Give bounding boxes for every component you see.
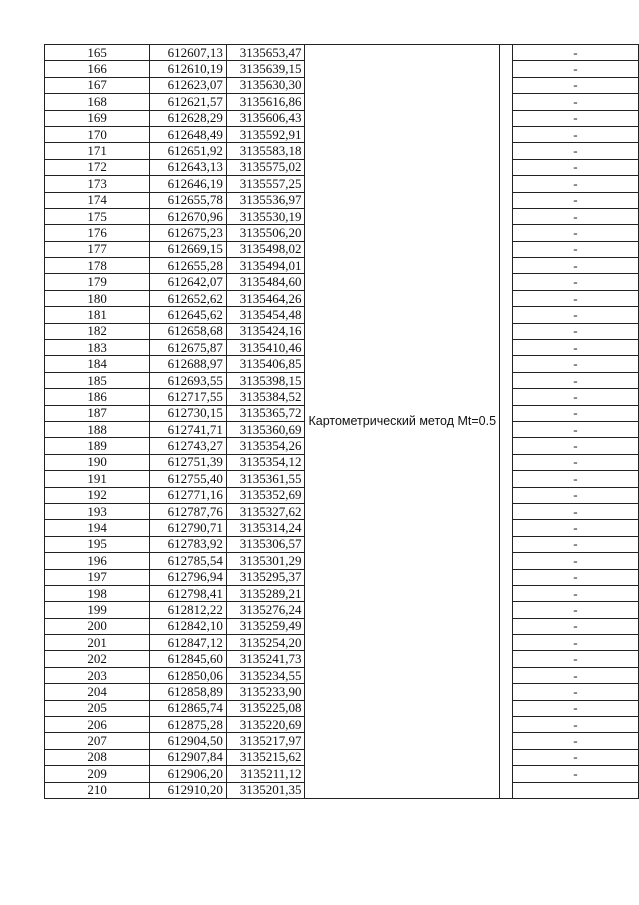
y-coordinate-cell: 3135225,08 xyxy=(226,700,305,716)
note-cell: - xyxy=(512,520,638,536)
point-number-cell: 183 xyxy=(45,340,150,356)
y-coordinate-cell: 3135201,35 xyxy=(226,782,305,798)
note-cell: - xyxy=(512,503,638,519)
y-coordinate-cell: 3135498,02 xyxy=(226,241,305,257)
point-number-cell: 173 xyxy=(45,176,150,192)
point-number-cell: 210 xyxy=(45,782,150,798)
x-coordinate-cell: 612645,62 xyxy=(150,307,227,323)
x-coordinate-cell: 612787,76 xyxy=(150,503,227,519)
y-coordinate-cell: 3135306,57 xyxy=(226,536,305,552)
note-cell: - xyxy=(512,471,638,487)
x-coordinate-cell: 612910,20 xyxy=(150,782,227,798)
note-cell: - xyxy=(512,94,638,110)
note-cell: - xyxy=(512,61,638,77)
x-coordinate-cell: 612907,84 xyxy=(150,749,227,765)
y-coordinate-cell: 3135361,55 xyxy=(226,471,305,487)
point-number-cell: 194 xyxy=(45,520,150,536)
x-coordinate-cell: 612850,06 xyxy=(150,667,227,683)
y-coordinate-cell: 3135254,20 xyxy=(226,635,305,651)
x-coordinate-cell: 612675,87 xyxy=(150,340,227,356)
point-number-cell: 209 xyxy=(45,766,150,782)
x-coordinate-cell: 612717,55 xyxy=(150,389,227,405)
note-cell: - xyxy=(512,684,638,700)
note-cell: - xyxy=(512,372,638,388)
point-number-cell: 179 xyxy=(45,274,150,290)
point-number-cell: 191 xyxy=(45,471,150,487)
coordinates-table xyxy=(44,44,639,799)
point-number-cell: 205 xyxy=(45,700,150,716)
point-number-cell: 187 xyxy=(45,405,150,421)
x-coordinate-cell: 612785,54 xyxy=(150,553,227,569)
note-cell: - xyxy=(512,717,638,733)
point-number-cell: 199 xyxy=(45,602,150,618)
point-number-cell: 171 xyxy=(45,143,150,159)
point-number-cell: 172 xyxy=(45,159,150,175)
column-gap xyxy=(500,45,513,799)
x-coordinate-cell: 612842,10 xyxy=(150,618,227,634)
y-coordinate-cell: 3135536,97 xyxy=(226,192,305,208)
note-cell: - xyxy=(512,651,638,667)
point-number-cell: 207 xyxy=(45,733,150,749)
note-cell: - xyxy=(512,208,638,224)
x-coordinate-cell: 612858,89 xyxy=(150,684,227,700)
note-cell: - xyxy=(512,356,638,372)
x-coordinate-cell: 612847,12 xyxy=(150,635,227,651)
x-coordinate-cell: 612730,15 xyxy=(150,405,227,421)
note-cell: - xyxy=(512,110,638,126)
note-cell: - xyxy=(512,126,638,142)
y-coordinate-cell: 3135557,25 xyxy=(226,176,305,192)
note-cell: - xyxy=(512,176,638,192)
y-coordinate-cell: 3135639,15 xyxy=(226,61,305,77)
note-cell: - xyxy=(512,45,638,61)
point-number-cell: 201 xyxy=(45,635,150,651)
x-coordinate-cell: 612688,97 xyxy=(150,356,227,372)
note-cell: - xyxy=(512,487,638,503)
note-cell: - xyxy=(512,438,638,454)
y-coordinate-cell: 3135295,37 xyxy=(226,569,305,585)
point-number-cell: 165 xyxy=(45,45,150,61)
y-coordinate-cell: 3135301,29 xyxy=(226,553,305,569)
point-number-cell: 167 xyxy=(45,77,150,93)
y-coordinate-cell: 3135630,30 xyxy=(226,77,305,93)
note-cell: - xyxy=(512,389,638,405)
x-coordinate-cell: 612790,71 xyxy=(150,520,227,536)
x-coordinate-cell: 612642,07 xyxy=(150,274,227,290)
point-number-cell: 202 xyxy=(45,651,150,667)
x-coordinate-cell: 612693,55 xyxy=(150,372,227,388)
point-number-cell: 186 xyxy=(45,389,150,405)
y-coordinate-cell: 3135410,46 xyxy=(226,340,305,356)
x-coordinate-cell: 612669,15 xyxy=(150,241,227,257)
y-coordinate-cell: 3135215,62 xyxy=(226,749,305,765)
y-coordinate-cell: 3135575,02 xyxy=(226,159,305,175)
y-coordinate-cell: 3135314,24 xyxy=(226,520,305,536)
x-coordinate-cell: 612845,60 xyxy=(150,651,227,667)
point-number-cell: 166 xyxy=(45,61,150,77)
y-coordinate-cell: 3135653,47 xyxy=(226,45,305,61)
note-cell: - xyxy=(512,766,638,782)
note-cell xyxy=(512,782,638,798)
y-coordinate-cell: 3135354,12 xyxy=(226,454,305,470)
y-coordinate-cell: 3135616,86 xyxy=(226,94,305,110)
x-coordinate-cell: 612651,92 xyxy=(150,143,227,159)
point-number-cell: 170 xyxy=(45,126,150,142)
point-number-cell: 198 xyxy=(45,585,150,601)
note-cell: - xyxy=(512,421,638,437)
y-coordinate-cell: 3135352,69 xyxy=(226,487,305,503)
note-cell: - xyxy=(512,602,638,618)
point-number-cell: 181 xyxy=(45,307,150,323)
note-cell: - xyxy=(512,569,638,585)
point-number-cell: 206 xyxy=(45,717,150,733)
y-coordinate-cell: 3135398,15 xyxy=(226,372,305,388)
note-cell: - xyxy=(512,241,638,257)
point-number-cell: 195 xyxy=(45,536,150,552)
point-number-cell: 192 xyxy=(45,487,150,503)
x-coordinate-cell: 612648,49 xyxy=(150,126,227,142)
note-cell: - xyxy=(512,192,638,208)
y-coordinate-cell: 3135506,20 xyxy=(226,225,305,241)
x-coordinate-cell: 612670,96 xyxy=(150,208,227,224)
x-coordinate-cell: 612812,22 xyxy=(150,602,227,618)
y-coordinate-cell: 3135592,91 xyxy=(226,126,305,142)
point-number-cell: 188 xyxy=(45,421,150,437)
point-number-cell: 196 xyxy=(45,553,150,569)
table-row xyxy=(45,45,639,61)
note-cell: - xyxy=(512,635,638,651)
y-coordinate-cell: 3135233,90 xyxy=(226,684,305,700)
y-coordinate-cell: 3135365,72 xyxy=(226,405,305,421)
y-coordinate-cell: 3135241,73 xyxy=(226,651,305,667)
x-coordinate-cell: 612875,28 xyxy=(150,717,227,733)
point-number-cell: 208 xyxy=(45,749,150,765)
y-coordinate-cell: 3135583,18 xyxy=(226,143,305,159)
point-number-cell: 169 xyxy=(45,110,150,126)
x-coordinate-cell: 612798,41 xyxy=(150,585,227,601)
x-coordinate-cell: 612865,74 xyxy=(150,700,227,716)
x-coordinate-cell: 612796,94 xyxy=(150,569,227,585)
point-number-cell: 178 xyxy=(45,258,150,274)
point-number-cell: 175 xyxy=(45,208,150,224)
x-coordinate-cell: 612628,29 xyxy=(150,110,227,126)
note-cell: - xyxy=(512,290,638,306)
note-cell: - xyxy=(512,274,638,290)
x-coordinate-cell: 612755,40 xyxy=(150,471,227,487)
note-cell: - xyxy=(512,700,638,716)
note-cell: - xyxy=(512,307,638,323)
note-cell: - xyxy=(512,159,638,175)
y-coordinate-cell: 3135530,19 xyxy=(226,208,305,224)
x-coordinate-cell: 612741,71 xyxy=(150,421,227,437)
y-coordinate-cell: 3135454,48 xyxy=(226,307,305,323)
y-coordinate-cell: 3135211,12 xyxy=(226,766,305,782)
y-coordinate-cell: 3135289,21 xyxy=(226,585,305,601)
y-coordinate-cell: 3135276,24 xyxy=(226,602,305,618)
x-coordinate-cell: 612621,57 xyxy=(150,94,227,110)
point-number-cell: 177 xyxy=(45,241,150,257)
x-coordinate-cell: 612655,28 xyxy=(150,258,227,274)
x-coordinate-cell: 612743,27 xyxy=(150,438,227,454)
point-number-cell: 197 xyxy=(45,569,150,585)
y-coordinate-cell: 3135484,60 xyxy=(226,274,305,290)
y-coordinate-cell: 3135464,26 xyxy=(226,290,305,306)
x-coordinate-cell: 612751,39 xyxy=(150,454,227,470)
x-coordinate-cell: 612906,20 xyxy=(150,766,227,782)
x-coordinate-cell: 612646,19 xyxy=(150,176,227,192)
note-cell: - xyxy=(512,749,638,765)
y-coordinate-cell: 3135327,62 xyxy=(226,503,305,519)
x-coordinate-cell: 612610,19 xyxy=(150,61,227,77)
note-cell: - xyxy=(512,323,638,339)
x-coordinate-cell: 612655,78 xyxy=(150,192,227,208)
note-cell: - xyxy=(512,340,638,356)
note-cell: - xyxy=(512,733,638,749)
y-coordinate-cell: 3135259,49 xyxy=(226,618,305,634)
note-cell: - xyxy=(512,77,638,93)
point-number-cell: 174 xyxy=(45,192,150,208)
y-coordinate-cell: 3135354,26 xyxy=(226,438,305,454)
x-coordinate-cell: 612652,62 xyxy=(150,290,227,306)
point-number-cell: 176 xyxy=(45,225,150,241)
x-coordinate-cell: 612658,68 xyxy=(150,323,227,339)
note-cell: - xyxy=(512,454,638,470)
x-coordinate-cell: 612643,13 xyxy=(150,159,227,175)
y-coordinate-cell: 3135606,43 xyxy=(226,110,305,126)
note-cell: - xyxy=(512,618,638,634)
point-number-cell: 200 xyxy=(45,618,150,634)
y-coordinate-cell: 3135406,85 xyxy=(226,356,305,372)
x-coordinate-cell: 612771,16 xyxy=(150,487,227,503)
point-number-cell: 180 xyxy=(45,290,150,306)
point-number-cell: 168 xyxy=(45,94,150,110)
y-coordinate-cell: 3135494,01 xyxy=(226,258,305,274)
method-cell: Картометрический метод Mt=0.5 xyxy=(305,45,500,799)
x-coordinate-cell: 612623,07 xyxy=(150,77,227,93)
note-cell: - xyxy=(512,553,638,569)
point-number-cell: 203 xyxy=(45,667,150,683)
x-coordinate-cell: 612783,92 xyxy=(150,536,227,552)
point-number-cell: 185 xyxy=(45,372,150,388)
y-coordinate-cell: 3135217,97 xyxy=(226,733,305,749)
point-number-cell: 190 xyxy=(45,454,150,470)
point-number-cell: 184 xyxy=(45,356,150,372)
y-coordinate-cell: 3135424,16 xyxy=(226,323,305,339)
note-cell: - xyxy=(512,405,638,421)
point-number-cell: 182 xyxy=(45,323,150,339)
point-number-cell: 189 xyxy=(45,438,150,454)
x-coordinate-cell: 612607,13 xyxy=(150,45,227,61)
coordinates-table-body xyxy=(45,45,639,799)
y-coordinate-cell: 3135234,55 xyxy=(226,667,305,683)
note-cell: - xyxy=(512,585,638,601)
point-number-cell: 204 xyxy=(45,684,150,700)
x-coordinate-cell: 612904,50 xyxy=(150,733,227,749)
note-cell: - xyxy=(512,225,638,241)
point-number-cell: 193 xyxy=(45,503,150,519)
note-cell: - xyxy=(512,536,638,552)
note-cell: - xyxy=(512,667,638,683)
y-coordinate-cell: 3135220,69 xyxy=(226,717,305,733)
y-coordinate-cell: 3135360,69 xyxy=(226,421,305,437)
y-coordinate-cell: 3135384,52 xyxy=(226,389,305,405)
note-cell: - xyxy=(512,143,638,159)
note-cell: - xyxy=(512,258,638,274)
x-coordinate-cell: 612675,23 xyxy=(150,225,227,241)
